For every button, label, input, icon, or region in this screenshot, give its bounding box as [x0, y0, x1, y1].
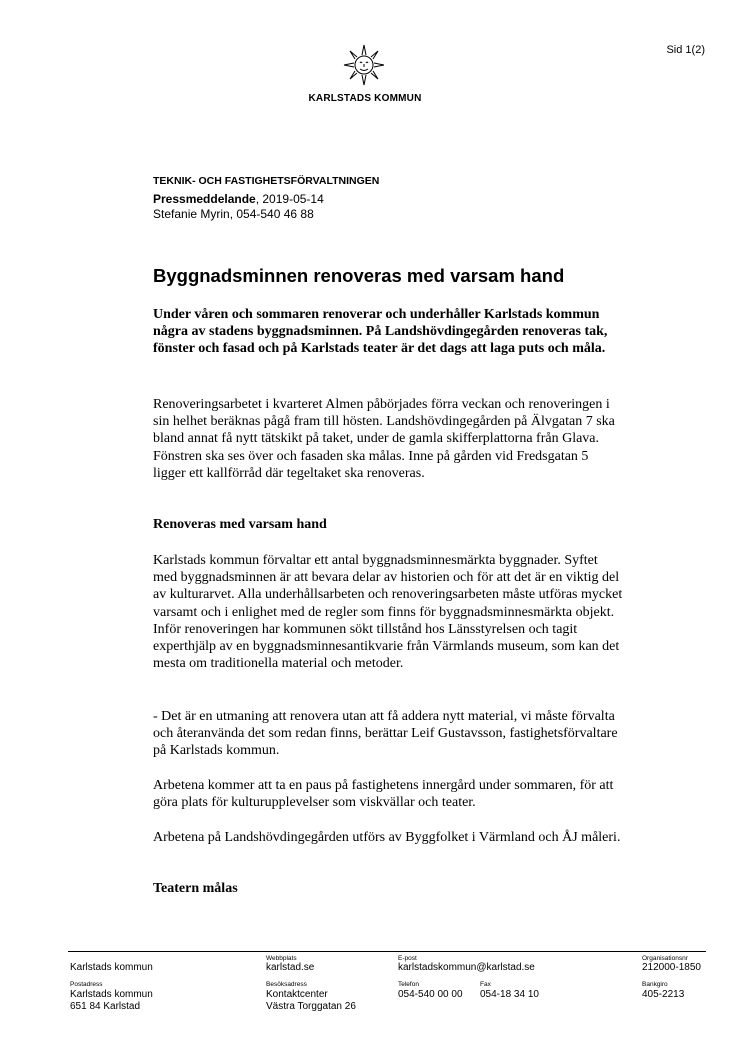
body-paragraph-5: Arbetena på Landshövdingegården utförs av Byggfolket i Värmland och ÅJ måleri.: [153, 830, 621, 845]
footer-fax-label: Fax: [480, 981, 491, 988]
body-paragraph-1: Renoveringsarbetet i kvarteret Almen påbörjades förra veckan och renoveringen i sin helhet beräknas pågå fram till hösten. Landshövdingegården på Älvgatan 7 ska bland annat få nytt tätskikt på taket, under de gamla skifferplattorna från Glava. Fönstren ska ses över och fasaden ska målas. Inne på gården vid Fredsgatan 5 ligger ett kallförråd där tegeltaket ska renoveras.: [153, 397, 615, 481]
footer-postal-label: Postadress: [70, 981, 103, 988]
subheading-2: Teatern målas: [153, 881, 238, 896]
footer-email[interactable]: karlstadskommun@karlstad.se: [398, 962, 535, 973]
subheading-1: Renoveras med varsam hand: [153, 517, 327, 532]
footer-divider: [68, 951, 706, 952]
press-label: Pressmeddelande: [153, 192, 256, 206]
sun-logo-icon: [342, 43, 386, 87]
press-date: , 2019-05-14: [255, 192, 324, 206]
footer-orgnr-label: Organisationsnr: [642, 955, 688, 962]
footer-fax: 054-18 34 10: [480, 989, 539, 1000]
headline: Byggnadsminnen renoveras med varsam hand: [153, 265, 565, 286]
footer-org: Karlstads kommun: [70, 962, 153, 973]
body-paragraph-2: Karlstads kommun förvaltar ett antal byggnadsminnesmärkta byggnader. Syftet med byggnadsminnen är att bevara delar av historien och för att det är en viktig del av kulturarvet. Alla underhållsarbeten och renoveringsarbeten måste utföras mycket varsamt och i enlighet med de regler som finns för byggnadsminnesmärkta objekt. Inför renoveringen har kommunen sökt tillstånd hos Länsstyrelsen och tagit experthjälp av en byggnadsminnesantikvarie från Värmlands museum, som kan det mesta om traditionella material och metoder.: [153, 553, 623, 672]
footer-postal-line2: 651 84 Karlstad: [70, 1001, 141, 1012]
organization-name: KARLSTADS KOMMUN: [308, 93, 422, 104]
footer-bank-label: Bankgiro: [642, 981, 668, 988]
contact-line: Stefanie Myrin, 054-540 46 88: [153, 207, 314, 221]
footer-phone-label: Telefon: [398, 981, 419, 988]
footer-phone[interactable]: 054-540 00 00: [398, 989, 463, 1000]
lead-paragraph: Under våren och sommaren renoverar och underhåller Karlstads kommun några av stadens byggnadsminnen. På Landshövdingegården renoveras tak, fönster och fasad och på Karlstads teater är det dags att laga puts och måla.: [153, 307, 608, 357]
footer-web[interactable]: karlstad.se: [266, 962, 315, 973]
footer-visit-line1: Kontaktcenter: [266, 989, 328, 1000]
body-paragraph-3: - Det är en utmaning att renovera utan att få addera nytt material, vi måste förvalta och återanvända det som redan finns, berättar Leif Gustavsson, fastighetsförvaltare på Karlstads kommun.: [153, 709, 618, 759]
body-paragraph-4: Arbetena kommer att ta en paus på fastighetens innergård under sommaren, för att göra plats för kulturupplevelser som viskvällar och teater.: [153, 778, 614, 811]
page-number: Sid 1(2): [666, 44, 705, 56]
footer-email-label: E-post: [398, 955, 417, 962]
department-name: TEKNIK- OCH FASTIGHETSFÖRVALTNINGEN: [153, 175, 380, 187]
footer-visit-label: Besöksadress: [266, 981, 307, 988]
footer-visit-line2: Västra Torggatan 26: [266, 1001, 356, 1012]
footer-bank: 405-2213: [642, 989, 685, 1000]
press-release-line: [153, 192, 324, 206]
footer-web-label: Webbplats: [266, 955, 297, 962]
footer-orgnr: 212000-1850: [642, 962, 701, 973]
footer-postal-line1: Karlstads kommun: [70, 989, 153, 1000]
